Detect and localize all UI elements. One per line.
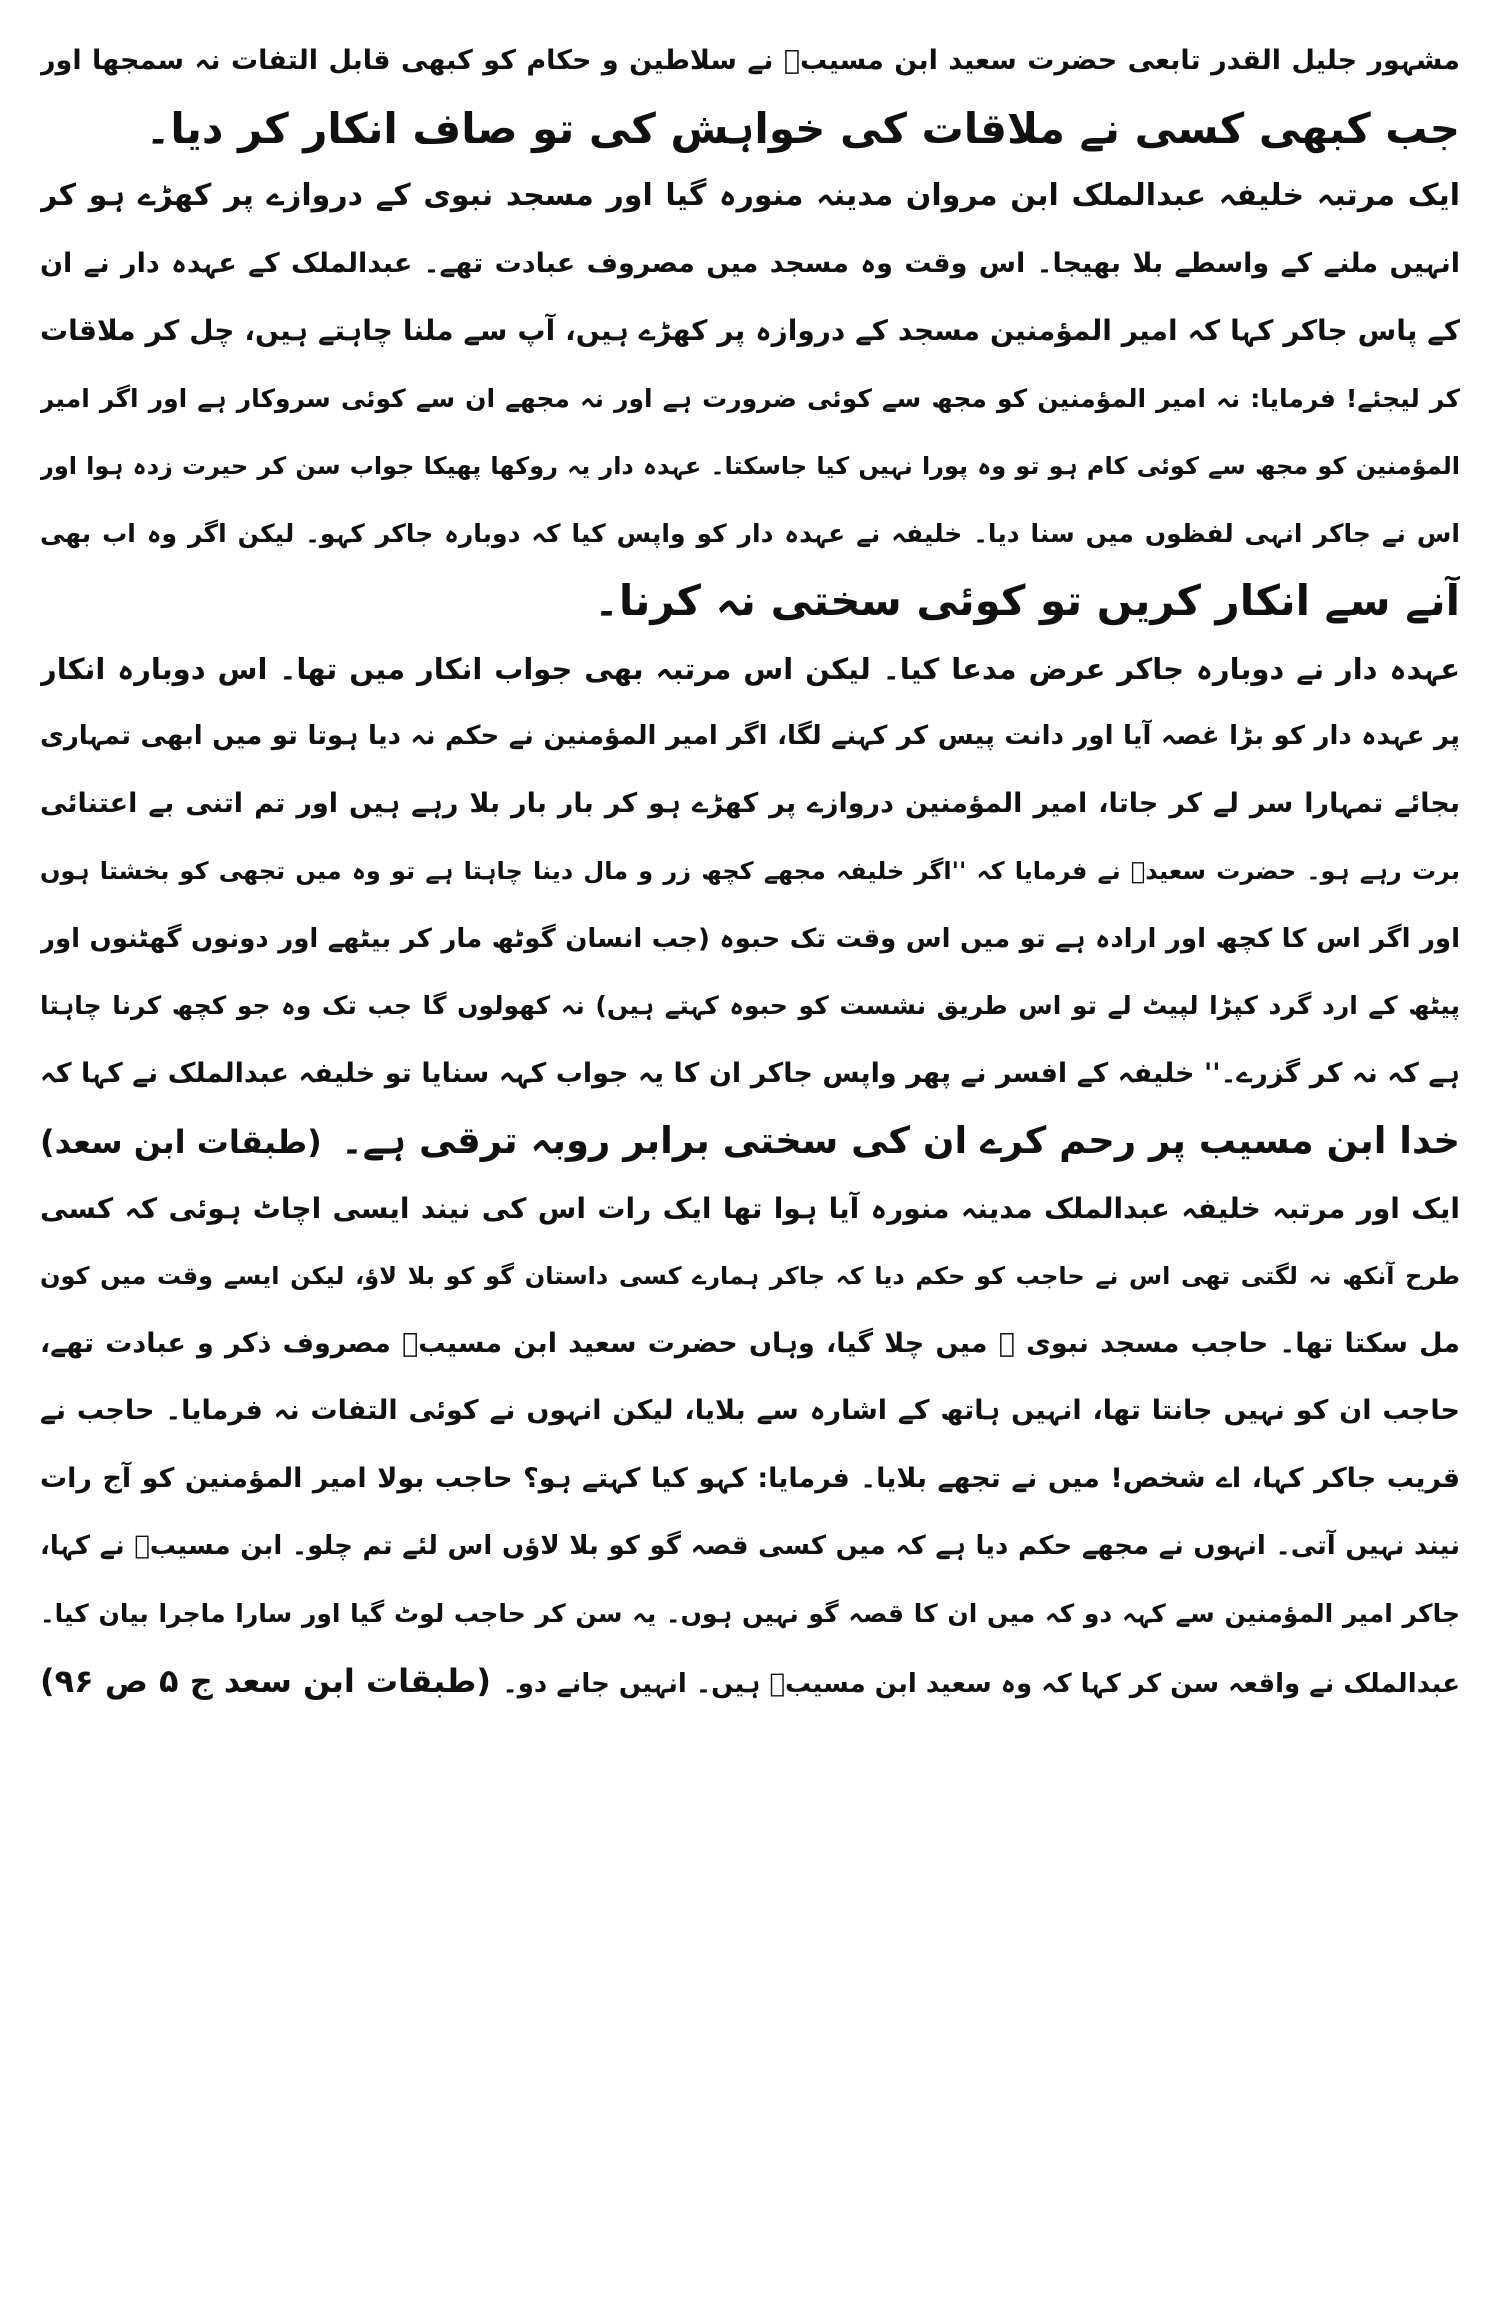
text-line: کے پاس جاکر کہا کہ امیر المؤمنین مسجد کے دروازہ پر کھڑے ہیں، آپ سے ملنا چاہتے ہیں، چل کر ملاقات [40, 314, 1460, 347]
text-line: ہے کہ نہ کر گزرے۔'' خلیفہ کے افسر نے پھر واپس جاکر ان کا یہ جواب کہہ سنایا تو خلیفہ عبدالملک نے کہا کہ [40, 1057, 1460, 1089]
text-line: مشہور جلیل القدر تابعی حضرت سعید ابن مسیبؒ نے سلاطین و حکام کو کبھی قابل التفات نہ سمجھا اور [40, 45, 1460, 76]
text-line-content: عبدالملک نے واقعہ سن کر کہا کہ وہ سعید ابن مسیبؒ ہیں۔ انہیں جانے دو۔ [502, 1669, 1460, 1699]
text-line: قریب جاکر کہا، اے شخص! میں نے تجھے بلایا۔ فرمایا: کہو کیا کہتے ہو؟ حاجب بولا امیر المؤمنین کو آج رات [40, 1462, 1460, 1494]
text-line-with-citation [40, 1116, 1460, 1166]
text-line: مل سکتا تھا۔ حاجب مسجد نبوی ﷺ میں چلا گیا، وہاں حضرت سعید ابن مسیبؒ مصروف ذکر و عبادت تھے، [40, 1327, 1460, 1359]
text-line: ایک اور مرتبہ خلیفہ عبدالملک مدینہ منورہ آیا ہوا تھا ایک رات اس کی نیند ایسی اچاٹ ہوئی کہ کسی [40, 1191, 1460, 1225]
text-line: جاکر امیر المؤمنین سے کہہ دو کہ میں ان کا قصہ گو نہیں ہوں۔ یہ سن کر حاجب لوٹ گیا اور سارا ماجرا بیان کیا۔ [40, 1598, 1460, 1628]
text-line: جب کبھی کسی نے ملاقات کی خواہش کی تو صاف انکار کر دیا۔ [145, 103, 1460, 153]
text-line: طرح آنکھ نہ لگتی تھی اس نے حاجب کو حکم دیا کہ جاکر ہمارے کسی داستان گو کو بلا لاؤ، لیکن ایسے وقت میں کون [40, 1262, 1460, 1290]
text-line: نیند نہیں آتی۔ انہوں نے مجھے حکم دیا ہے کہ میں کسی قصہ گو کو بلا لاؤں اس لئے تم چلو۔ ابن مسیبؒ نے کہا، [40, 1531, 1460, 1561]
text-line: حاجب ان کو نہیں جانتا تھا، انہیں ہاتھ کے اشارہ سے بلایا، لیکن انہوں نے کوئی التفات نہ فرمایا۔ حاجب نے [40, 1395, 1460, 1426]
citation: (طبقات ابن سعد ج ۵ ص ۹۶) [40, 1662, 491, 1700]
text-line: ایک مرتبہ خلیفہ عبدالملک ابن مروان مدینہ منورہ گیا اور مسجد نبوی کے دروازے پر کھڑے ہو کر [40, 178, 1460, 213]
text-line: پر عہدہ دار کو بڑا غصہ آیا اور دانت پیس کر کہنے لگا، اگر امیر المؤمنین نے حکم نہ دیا ہوتا تو میں ابھی تمہاری [40, 721, 1460, 751]
citation: (طبقات ابن سعد) [40, 1123, 322, 1161]
text-line-content: خدا ابن مسیب پر رحم کرے ان کی سختی برابر روبہ ترقی ہے۔ [341, 1119, 1460, 1162]
text-line: المؤمنین کو مجھ سے کوئی کام ہو تو وہ پورا نہیں کیا جاسکتا۔ عہدہ دار یہ روکھا پھیکا جواب سن کر حیرت زدہ ہوا اور [40, 452, 1460, 480]
text-line: انہیں ملنے کے واسطے بلا بھیجا۔ اس وقت وہ مسجد میں مصروف عبادت تھے۔ عبدالملک کے عہدہ دار نے ان [40, 247, 1460, 279]
text-line: بجائے تمہارا سر لے کر جاتا، امیر المؤمنین دروازے پر کھڑے ہو کر بار بار بلا رہے ہیں اور تم اتنی بے اعتنائی [40, 787, 1460, 819]
text-line: اس نے جاکر انہی لفظوں میں سنا دیا۔ خلیفہ نے عہدہ دار کو واپس کیا کہ دوبارہ جاکر کہو۔ لیکن اگر وہ اب بھی [40, 518, 1460, 548]
text-line: کر لیجئے! فرمایا: نہ امیر المؤمنین کو مجھ سے کوئی ضرورت ہے اور نہ مجھے ان سے کوئی سروکار ہے اور اگر امیر [40, 383, 1460, 413]
text-line: عہدہ دار نے دوبارہ جاکر عرض مدعا کیا۔ لیکن اس مرتبہ بھی جواب انکار میں تھا۔ اس دوبارہ انکار [40, 651, 1460, 686]
text-line-with-citation [40, 1656, 1460, 1706]
text-line: پیٹھ کے ارد گرد کپڑا لپیٹ لے تو اس طریق نشست کو حبوہ کہتے ہیں) نہ کھولوں گا جب تک وہ جو کچھ کرنا چاہتا [40, 991, 1460, 1020]
text-line: اور اگر اس کا کچھ اور ارادہ ہے تو میں اس وقت تک حبوہ (جب انسان گوٹھ مار کر بیٹھے اور دونوں گھٹنوں اور [40, 923, 1460, 954]
text-line: برت رہے ہو۔ حضرت سعیدؒ نے فرمایا کہ ''اگر خلیفہ مجھے کچھ زر و مال دینا چاہتا ہے تو وہ میں تجھی کو بخشتا ہوں [40, 857, 1460, 885]
text-line: آنے سے انکار کریں تو کوئی سختی نہ کرنا۔ [594, 576, 1460, 625]
